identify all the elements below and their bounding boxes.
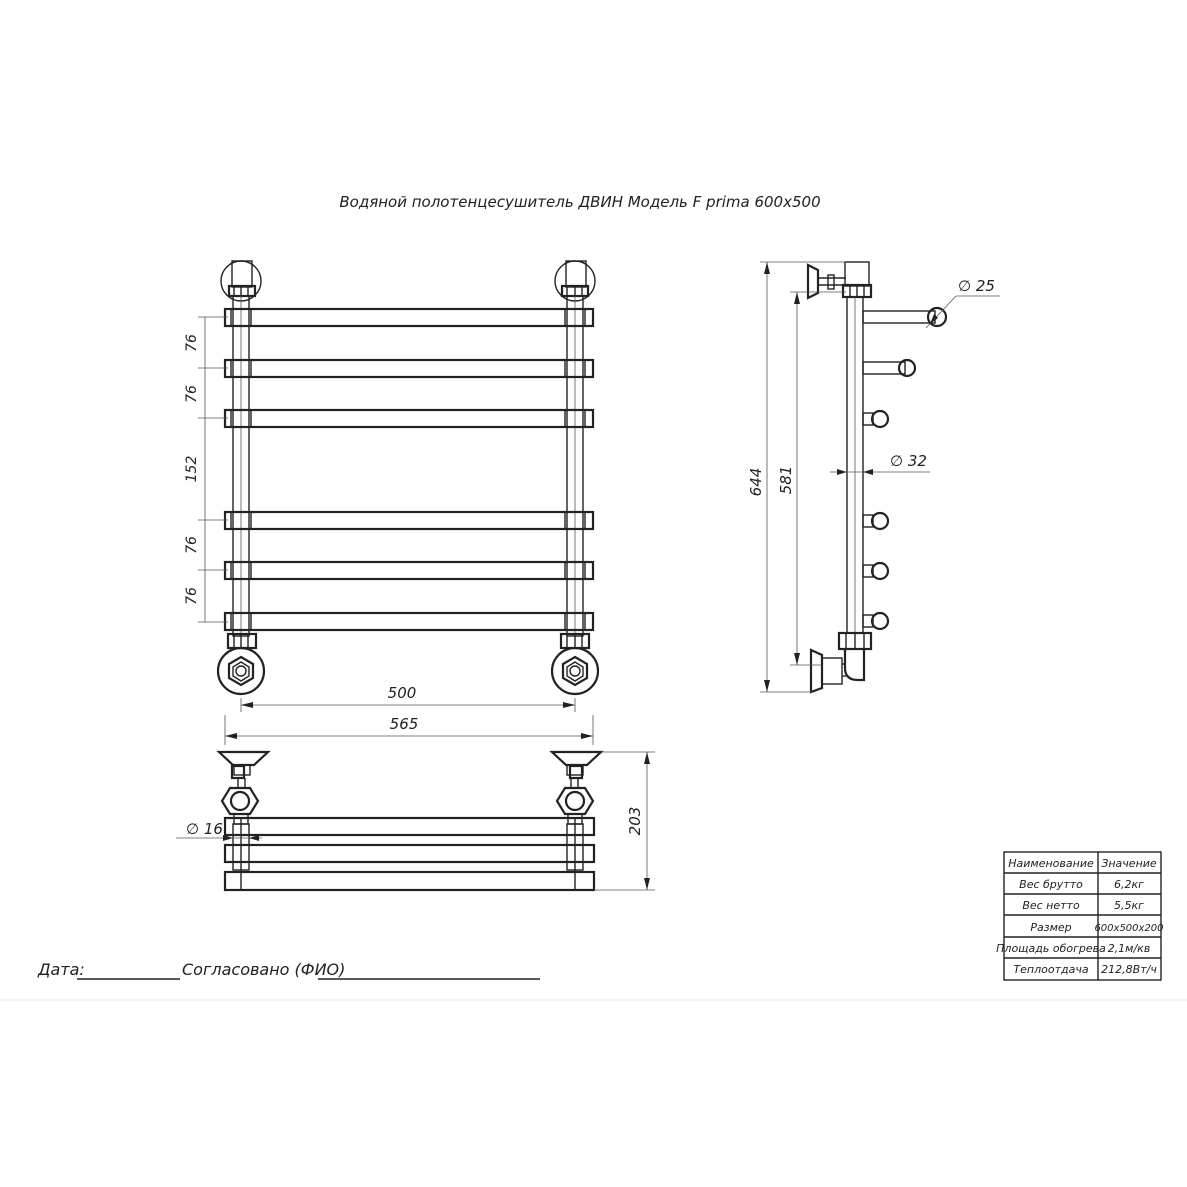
table-row-value: 600x500x200: [1094, 923, 1164, 934]
rungs: [225, 309, 593, 630]
dim-152: 152: [184, 455, 200, 483]
date-label: Дата:: [38, 960, 85, 979]
bottom-left-valve: [218, 634, 264, 694]
rung-3: [225, 410, 593, 427]
approved-label: Согласовано (ФИО): [182, 960, 346, 979]
dimension-500: [241, 684, 575, 712]
top-view: [176, 752, 655, 890]
side-bottom-valve: [811, 633, 871, 692]
table-row-name: Площадь обогрева: [996, 942, 1106, 955]
rung-6: [225, 613, 593, 630]
table-row-name: Теплоотдача: [1013, 963, 1089, 976]
dim-644-label: 644: [747, 467, 765, 497]
side-collector: [847, 297, 863, 633]
table-row-name: Вес нетто: [1022, 899, 1080, 912]
dim-76-2: 76: [184, 385, 200, 403]
rung-2: [225, 360, 593, 377]
bottom-right-valve: [552, 634, 598, 694]
dimension-581: [777, 292, 846, 665]
side-view: [747, 262, 1000, 692]
rung-5: [225, 562, 593, 579]
table-row-name: Размер: [1030, 921, 1072, 934]
dimension-565: [225, 715, 593, 745]
table-row-value: 5,5кг: [1114, 899, 1144, 912]
table-row-value: 6,2кг: [1114, 878, 1144, 891]
approval-footer: [37, 960, 540, 979]
dim-76-3: 76: [184, 536, 200, 554]
right-collector: [567, 296, 583, 636]
table-row-value: 212,8Вт/ч: [1101, 963, 1157, 976]
dimension-203: [594, 752, 655, 890]
dim-203-label: 203: [626, 806, 644, 836]
dim-76-4: 76: [184, 587, 200, 605]
side-top-mount: [808, 262, 871, 298]
diameter-32: [830, 452, 930, 475]
dim-76-1: 76: [184, 334, 200, 352]
dim-500-label: 500: [387, 684, 417, 702]
dimension-644: [747, 262, 846, 692]
dim-581-label: 581: [777, 465, 795, 495]
dia-25-label: ∅ 25: [958, 277, 995, 295]
left-collector: [233, 296, 249, 636]
drawing-title: Водяной полотенцесушитель ДВИН Модель F prima 600x500: [339, 193, 821, 211]
top-right-fitting: [555, 261, 595, 301]
table-row-value: 2,1м/кв: [1107, 942, 1151, 955]
diameter-25: [926, 277, 1000, 328]
dia-32-label: ∅ 32: [890, 452, 927, 470]
dia-16-label: ∅ 16: [186, 820, 223, 838]
front-view: [184, 261, 598, 745]
top-rungs: [225, 818, 594, 890]
dim-565-label: 565: [389, 715, 419, 733]
rung-4: [225, 512, 593, 529]
spec-table: [996, 852, 1163, 980]
table-row-name: Вес брутто: [1019, 878, 1083, 891]
rung-1: [225, 309, 593, 326]
table-header-name: Наименование: [1008, 857, 1094, 870]
top-left-mount: [219, 752, 268, 870]
table-header-value: Значение: [1101, 857, 1157, 870]
vertical-dimension-chain: [184, 317, 228, 622]
top-left-fitting: [221, 261, 261, 301]
